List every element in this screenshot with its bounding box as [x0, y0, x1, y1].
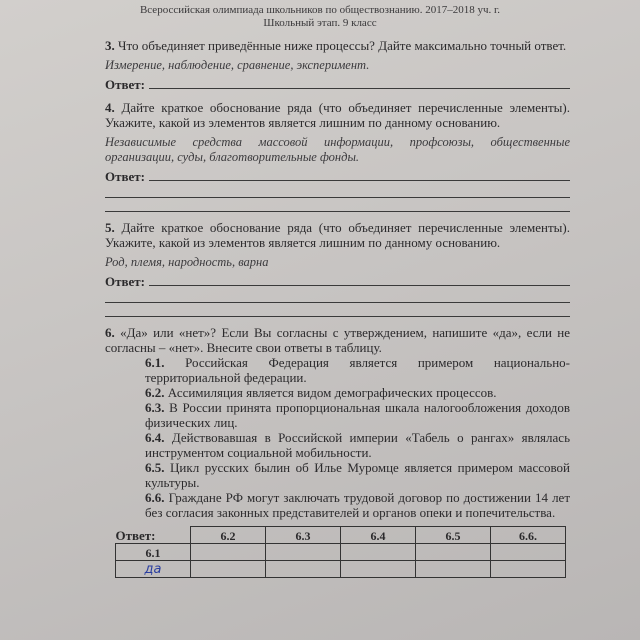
answer-row: [105, 169, 570, 184]
statement-6-6: [145, 490, 570, 520]
question-text: Дайте краткое обоснование ряда (что объединяет перечисленные элементы). Укажите, какой из элементов является лишним по данному основанию.: [105, 100, 570, 130]
table-header-cell: 6.1: [116, 544, 191, 561]
statement-text: Граждане РФ могут заключать трудовой договор по достижении 14 лет без согласия законных представителей и органов опеки и попечительства.: [145, 490, 571, 520]
table-row: [116, 544, 566, 561]
answer-row: [105, 274, 570, 289]
question-5-items: Род, племя, народность, варна: [105, 255, 269, 269]
answer-line[interactable]: [105, 316, 570, 317]
answer-cell[interactable]: да: [116, 561, 191, 578]
statement-text: В России принята пропорциональная шкала налогообложения доходов физических лиц.: [145, 400, 570, 430]
question-text: Дайте краткое обоснование ряда (что объединяет перечисленные элементы). Укажите, какой из элементов является лишним по данному основанию.: [105, 220, 570, 250]
statement-6-4: [145, 430, 570, 460]
statement-text: Ассимиляция является видом демографических процессов.: [167, 385, 497, 400]
statement-text: Российская Федерация является примером национально-территориальной федерации.: [145, 355, 571, 385]
answer-line[interactable]: [149, 180, 570, 181]
answer-table: [115, 526, 566, 578]
question-5: [105, 220, 570, 250]
answer-cell[interactable]: [266, 544, 341, 561]
question-number: 3.: [105, 38, 115, 53]
question-4: [105, 100, 570, 130]
header-title: Всероссийская олимпиада школьников по обществознанию. 2017–2018 уч. г.: [139, 4, 501, 16]
table-row: [116, 561, 566, 578]
answer-row: [105, 77, 570, 92]
statement-number: 6.2.: [145, 385, 165, 400]
header-subtitle: Школьный этап. 9 класс: [263, 17, 377, 29]
table-header-cell: 6.3: [266, 527, 341, 544]
answer-cell[interactable]: [341, 544, 416, 561]
statement-text: Действовавшая в Российской империи «Табель о рангах» являлась инструментом социальной мобильности.: [145, 430, 570, 460]
statement-number: 6.1.: [145, 355, 165, 370]
answer-line[interactable]: [105, 197, 570, 198]
answer-label: Ответ:: [105, 169, 146, 184]
answer-cell[interactable]: [341, 561, 416, 578]
statement-6-5: [145, 460, 570, 490]
answer-cell[interactable]: [266, 561, 341, 578]
statement-number: 6.3.: [145, 400, 165, 415]
question-number: 4.: [105, 100, 115, 115]
answer-line[interactable]: [149, 285, 570, 286]
statement-6-3: [145, 400, 570, 430]
statement-6-1: [145, 355, 570, 385]
answer-cell[interactable]: [191, 561, 266, 578]
question-text: «Да» или «нет»? Если Вы согласны с утверждением, напишите «да», если не согласны – «нет». Внесите свои ответы в таблицу.: [105, 325, 570, 355]
statement-number: 6.4.: [145, 430, 165, 445]
answer-label: Ответ:: [105, 274, 146, 289]
statement-6-2: [145, 385, 570, 400]
question-4-items: Независимые средства массовой информации, профсоюзы, общественные организации, суды, благотворительные фонды.: [105, 135, 570, 164]
answer-cell[interactable]: [491, 561, 566, 578]
answer-label: Ответ:: [116, 527, 191, 544]
question-3: [105, 38, 570, 53]
answer-line[interactable]: [105, 302, 570, 303]
table-header-cell: 6.6.: [491, 527, 566, 544]
answer-cell[interactable]: [416, 544, 491, 561]
table-header-cell: 6.5: [416, 527, 491, 544]
question-number: 5.: [105, 220, 115, 235]
question-text: Что объединяет приведённые ниже процессы? Дайте максимально точный ответ.: [118, 38, 567, 53]
answer-cell[interactable]: [416, 561, 491, 578]
question-3-items: Измерение, наблюдение, сравнение, эксперимент.: [105, 58, 370, 72]
answer-cell[interactable]: [491, 544, 566, 561]
statement-number: 6.5.: [145, 460, 165, 475]
answer-label: Ответ:: [105, 77, 146, 92]
table-header-cell: 6.2: [191, 527, 266, 544]
answer-cell[interactable]: [191, 544, 266, 561]
question-number: 6.: [105, 325, 115, 340]
answer-line[interactable]: [105, 211, 570, 212]
table-header-row: [116, 527, 566, 544]
statement-text: Цикл русских былин об Илье Муромце является примером массовой культуры.: [145, 460, 570, 490]
question-6: [105, 325, 570, 355]
answer-line[interactable]: [149, 88, 570, 89]
statement-number: 6.6.: [145, 490, 165, 505]
table-header-cell: 6.4: [341, 527, 416, 544]
